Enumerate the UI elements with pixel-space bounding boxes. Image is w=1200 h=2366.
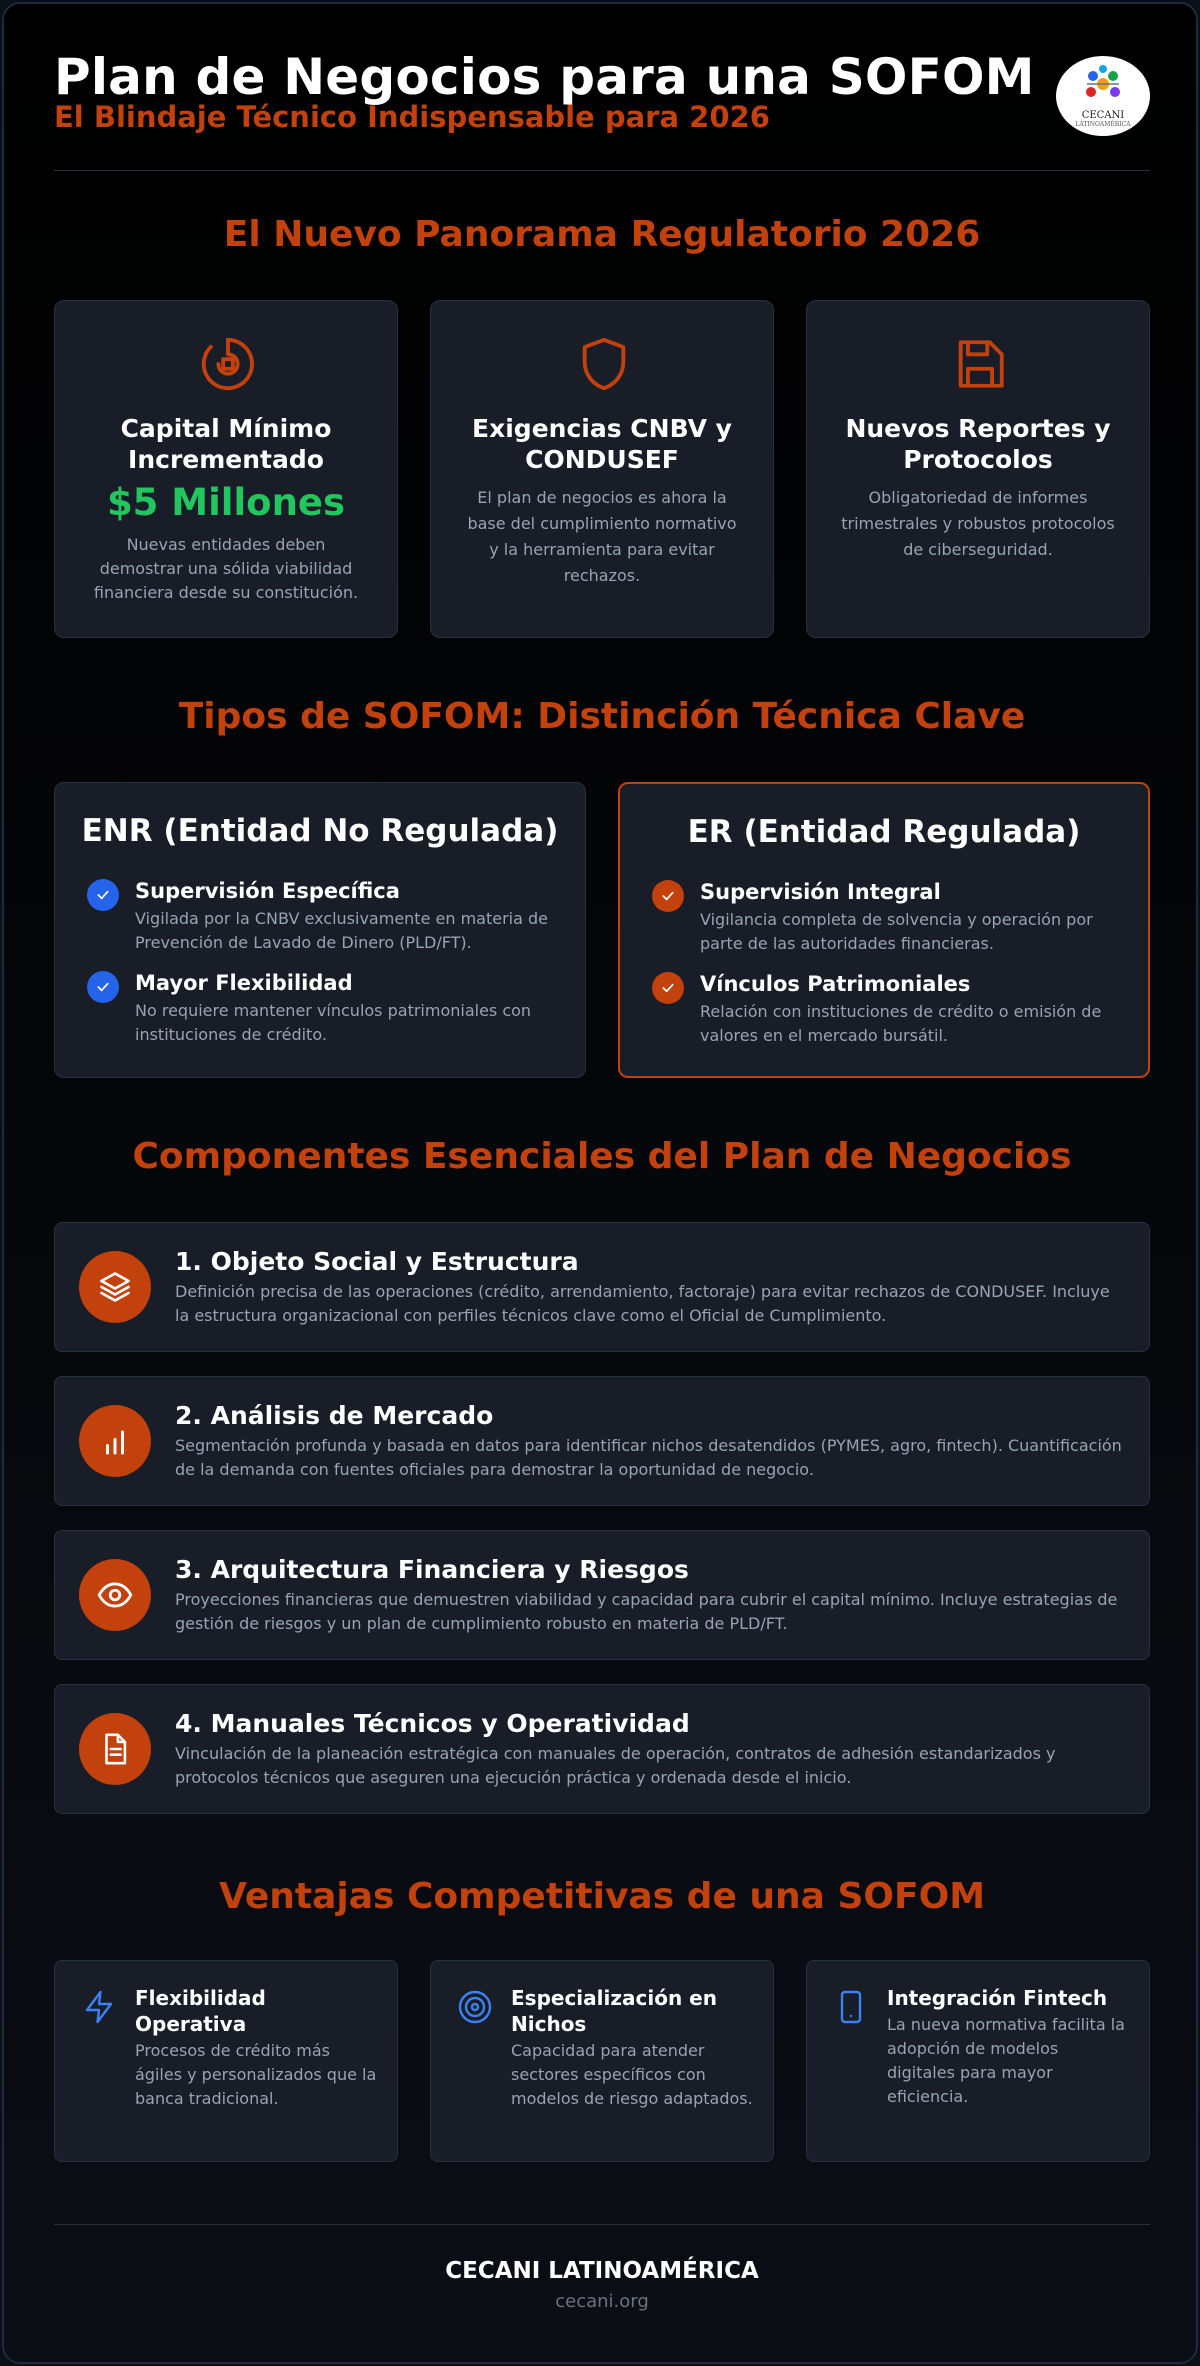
logo-text: CECANI (1081, 110, 1125, 121)
er-item-title: Supervisión Integral (700, 880, 941, 904)
component-description: Segmentación profunda y basada en datos para identificar nichos desatendidos (PYMES, agro, fintech). Cuantificación de la demanda con fuentes oficiales para demostrar la oportunidad de negocio. (175, 1436, 1122, 1479)
cnbv-card-title: Exigencias CNBV y CONDUSEF (472, 414, 732, 474)
reports-card-title: Nuevos Reportes y Protocolos (845, 414, 1111, 474)
enr-item-description: No requiere mantener vínculos patrimoniales con instituciones de crédito. (135, 1001, 532, 1044)
types-section-title: Tipos de SOFOM: Distinción Técnica Clave (178, 696, 1026, 737)
footer-title: CECANI LATINOAMÉRICA (445, 2258, 759, 2284)
capital-card-title: Capital Mínimo Incrementado (120, 414, 332, 474)
page-title: Plan de Negocios para una SOFOM (54, 48, 1035, 106)
component-description: Vinculación de la planeación estratégica con manuales de operación, contratos de adhesión estandarizados y protocolos técnicos que aseguren una ejecución práctica y ordenada desde el inicio. (175, 1744, 1056, 1787)
footer-divider (54, 2224, 1150, 2225)
eye-icon (96, 1576, 134, 1614)
enr-title: ENR (Entidad No Regulada) (81, 813, 559, 849)
component-icon-badge (79, 1405, 151, 1477)
footer-link[interactable]: cecani.org (555, 2291, 649, 2312)
reports-card (806, 300, 1150, 638)
advantage-title: Integración Fintech (887, 1986, 1108, 2010)
capital-card-description: Nuevas entidades deben demostrar una sólida viabilidad financiera desde su constitución. (93, 535, 359, 602)
component-card (54, 1376, 1150, 1506)
advantage-card (430, 1960, 774, 2162)
component-title: 2. Análisis de Mercado (175, 1401, 494, 1430)
component-title: 4. Manuales Técnicos y Operatividad (175, 1709, 690, 1738)
enr-item-title: Supervisión Específica (135, 879, 400, 903)
layers-icon (97, 1269, 133, 1305)
advantage-title: Especialización en Nichos (511, 1986, 717, 2036)
check-icon (87, 879, 119, 911)
check-icon (652, 880, 684, 912)
cnbv-card-description: El plan de negocios es ahora la base del cumplimiento normativo y la herramienta para evitar rechazos. (467, 488, 737, 585)
check-icon (87, 971, 119, 1003)
component-card (54, 1222, 1150, 1352)
enr-item (87, 971, 557, 1044)
enr-card (54, 782, 586, 1078)
regulatory-section-title: El Nuevo Panorama Regulatorio 2026 (223, 214, 981, 255)
document-icon (98, 1732, 132, 1766)
advantages-section-title: Ventajas Competitivas de una SOFOM (218, 1876, 986, 1917)
header (54, 4, 1150, 171)
component-icon-badge (79, 1559, 151, 1631)
component-card (54, 1530, 1150, 1660)
component-title: 1. Objeto Social y Estructura (175, 1247, 579, 1276)
er-item (652, 880, 1120, 953)
component-card (54, 1684, 1150, 1814)
component-icon-badge (79, 1251, 151, 1323)
er-item-description: Vigilancia completa de solvencia y operación por parte de las autoridades financieras. (700, 910, 1093, 953)
cnbv-card (430, 300, 774, 638)
target-icon (457, 1989, 493, 2025)
er-item (652, 972, 1120, 1045)
logo-mark-icon (1079, 64, 1127, 108)
er-title: ER (Entidad Regulada) (687, 814, 1081, 850)
reports-card-description: Obligatoriedad de informes trimestrales y robustos protocolos de ciberseguridad. (841, 488, 1115, 559)
lightning-icon (81, 1989, 117, 2025)
advantage-title: Flexibilidad Operativa (135, 1986, 266, 2036)
capital-card (54, 300, 398, 638)
pie-chart-icon (199, 335, 257, 393)
infographic-frame (2, 2, 1198, 2364)
component-description: Definición precisa de las operaciones (crédito, arrendamiento, factoraje) para evitar rechazos de CONDUSEF. Incluye la estructura organizacional con perfiles técnicos clave como el Oficial de Cumplimiento. (175, 1282, 1110, 1325)
content-wrapper (54, 4, 1150, 2108)
bar-chart-icon (97, 1423, 133, 1459)
er-item-title: Vínculos Patrimoniales (700, 972, 971, 996)
advantage-card (54, 1960, 398, 2162)
page-subtitle: El Blindaje Técnico Indispensable para 2026 (54, 100, 770, 134)
shield-icon (575, 335, 633, 393)
enr-item (87, 879, 557, 952)
capital-value: $5 Millones (106, 481, 346, 524)
er-item-description: Relación con instituciones de crédito o emisión de valores en el mercado bursátil. (700, 1002, 1102, 1045)
check-icon (652, 972, 684, 1004)
components-section-title: Componentes Esenciales del Plan de Negocios (132, 1136, 1072, 1177)
component-title: 3. Arquitectura Financiera y Riesgos (175, 1555, 689, 1584)
tablet-icon (833, 1989, 869, 2025)
advantage-description: Procesos de crédito más ágiles y personalizados que la banca tradicional. (135, 2041, 377, 2108)
advantage-description: La nueva normativa facilita la adopción de modelos digitales para mayor eficiencia. (887, 2015, 1125, 2106)
cecani-logo (1056, 56, 1150, 136)
er-card (618, 782, 1150, 1078)
component-icon-badge (79, 1713, 151, 1785)
advantage-card (806, 1960, 1150, 2162)
component-description: Proyecciones financieras que demuestren viabilidad y capacidad para cubrir el capital mínimo. Incluye estrategias de gestión de riesgos y un plan de cumplimiento robusto en materia de PLD/FT. (175, 1590, 1118, 1633)
save-icon (951, 335, 1009, 393)
advantage-description: Capacidad para atender sectores específicos con modelos de riesgo adaptados. (511, 2041, 753, 2108)
enr-item-description: Vigilada por la CNBV exclusivamente en materia de Prevención de Lavado de Dinero (PLD/FT). (135, 909, 548, 952)
logo-subtext: LATINOAMÉRICA (1075, 121, 1131, 128)
enr-item-title: Mayor Flexibilidad (135, 971, 353, 995)
